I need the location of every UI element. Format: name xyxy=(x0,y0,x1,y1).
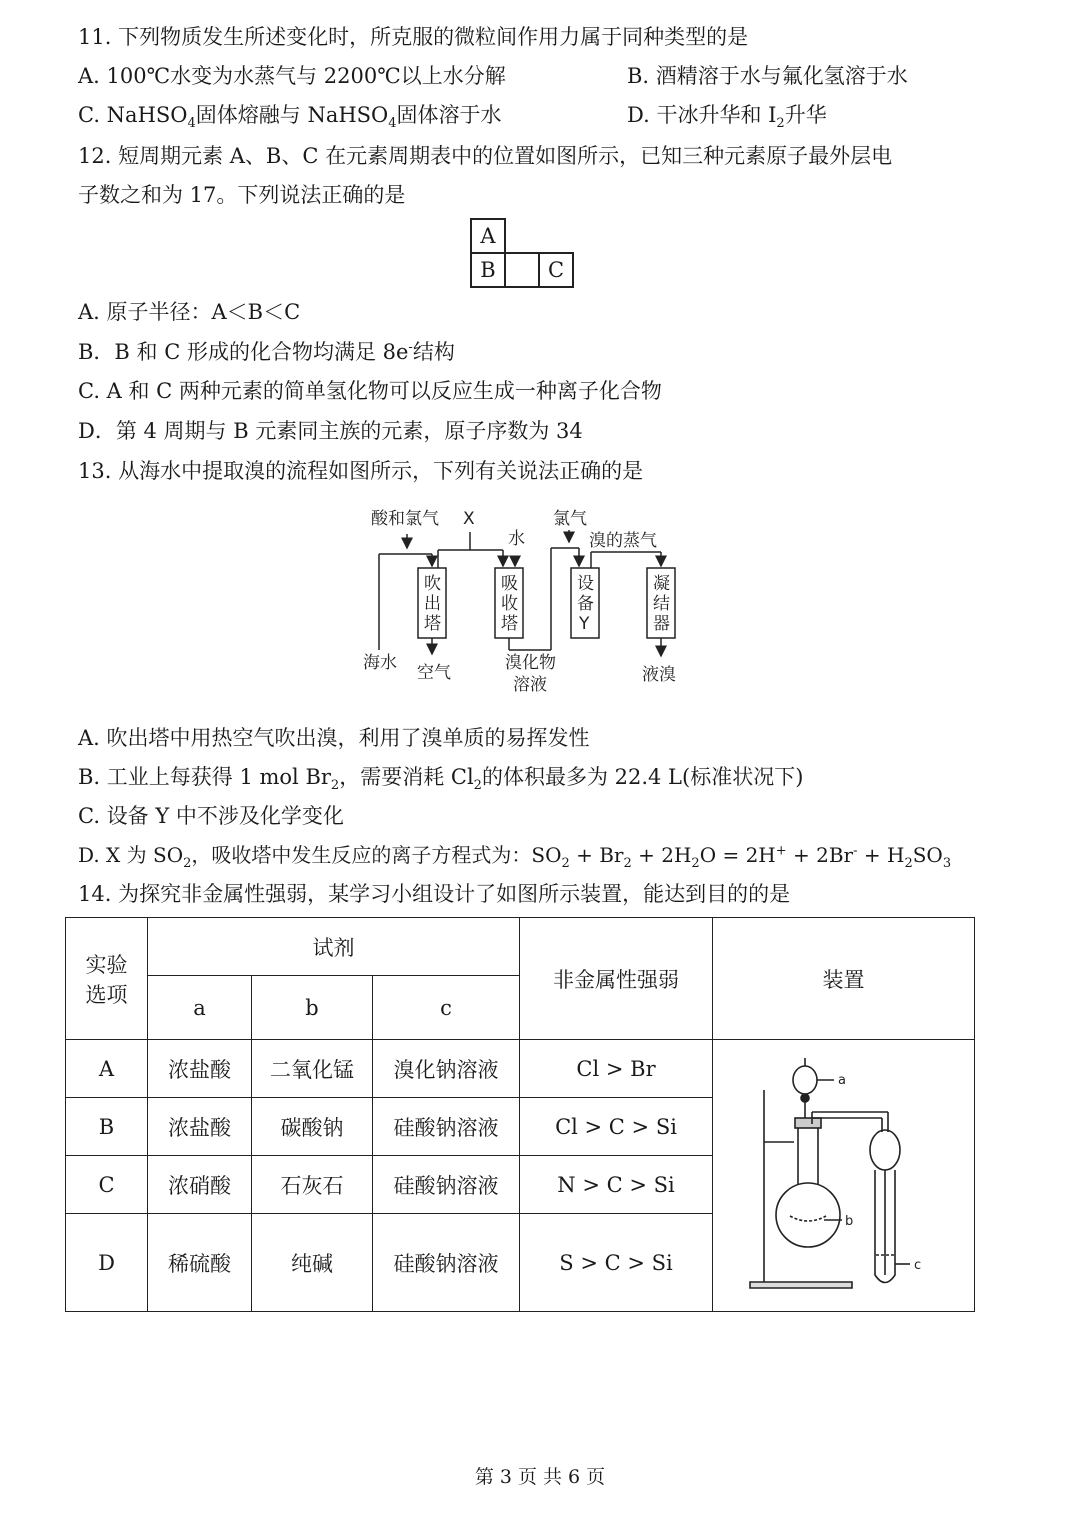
q13-option-c: C. 设备 Y 中不涉及化学变化 xyxy=(78,804,344,828)
q13-option-b: B. 工业上每获得 1 mol $Br_2$，需要消耗 $Cl_2$的体积最多为 22.4 L(标准状况下) xyxy=(78,765,804,794)
label-a: a xyxy=(838,1073,846,1088)
tower1-char: 吹 xyxy=(424,574,441,594)
row-reagent-c: 硅酸钠溶液 xyxy=(373,1098,520,1156)
q11-option-b: B. 酒精溶于水与氟化氢溶于水 xyxy=(627,64,908,88)
funnel-stopcock xyxy=(801,1094,809,1102)
row-reagent-a: 浓盐酸 xyxy=(148,1040,252,1098)
q11-stem: 11. 下列物质发生所述变化时，所克服的微粒间作用力属于同种类型的是 xyxy=(78,25,749,49)
q12-option-c: C. A 和 C 两种元素的简单氢化物可以反应生成一种离子化合物 xyxy=(78,379,662,403)
q13-stem: 13. 从海水中提取溴的流程如图所示，下列有关说法正确的是 xyxy=(78,459,644,483)
row-reagent-c: 硅酸钠溶液 xyxy=(373,1214,520,1312)
label-x: X xyxy=(463,509,475,529)
row-reagent-a: 浓盐酸 xyxy=(148,1098,252,1156)
label-bromide-2: 溶液 xyxy=(513,675,547,695)
header-b: b xyxy=(252,976,373,1040)
label-bromide-1: 溴化物 xyxy=(505,653,556,673)
header-reagent: 试剂 xyxy=(148,918,520,976)
row-reagent-a: 浓硝酸 xyxy=(148,1156,252,1214)
label-seawater: 海水 xyxy=(363,653,397,673)
label-bromine-vapor: 溴的蒸气 xyxy=(589,531,657,551)
q12-stem-line1: 12. 短周期元素 A、B、C 在元素周期表中的位置如图所示，已知三种元素原子最外层电 xyxy=(78,144,893,168)
round-flask xyxy=(776,1183,840,1247)
row-strength: Cl > Br xyxy=(520,1040,713,1098)
row-option: D xyxy=(66,1214,148,1312)
row-reagent-a: 稀硫酸 xyxy=(148,1214,252,1312)
safety-bulb xyxy=(870,1130,900,1170)
label-water: 水 xyxy=(508,529,525,549)
tower2-char: 吸 xyxy=(501,574,518,594)
label-c: c xyxy=(914,1258,922,1273)
q12-option-b: B．B 和 C 形成的化合物均满足 8e-结构 xyxy=(78,340,455,364)
deviceY-char: 备 xyxy=(577,594,594,614)
label-acid-chlorine: 酸和氯气 xyxy=(371,509,439,529)
dropping-funnel xyxy=(793,1066,817,1094)
tower1-char: 出 xyxy=(424,594,441,614)
q11-option-a: A. 100℃水变为水蒸气与 2200℃以上水分解 xyxy=(78,64,506,88)
tower2-char: 收 xyxy=(501,594,518,614)
q13-option-d: D. X 为 $SO_2$，吸收塔中发生反应的离子方程式为：$SO_2 + Br_2 + 2H_2O = 2H^+ + 2Br^- + H_2SO_3$ xyxy=(78,843,952,871)
flask-stopper xyxy=(795,1118,821,1128)
grid-cell-c: C xyxy=(539,253,573,287)
row-option: A xyxy=(66,1040,148,1098)
label-b: b xyxy=(845,1214,854,1229)
page-footer: 第 3 页 共 6 页 xyxy=(474,1466,606,1488)
header-strength: 非金属性强弱 xyxy=(520,918,713,1040)
q14-stem: 14. 为探究非金属性强弱，某学习小组设计了如图所示装置，能达到目的的是 xyxy=(78,882,791,906)
q12-option-a: A. 原子半径：A＜B＜C xyxy=(78,300,301,324)
condenser-char: 器 xyxy=(653,614,670,634)
tower2-char: 塔 xyxy=(501,614,518,634)
header-apparatus: 装置 xyxy=(713,918,975,1040)
row-strength: N > C > Si xyxy=(520,1156,713,1214)
grid-cell-a: A xyxy=(471,219,505,253)
q12-option-d: D．第 4 周期与 B 元素同主族的元素，原子序数为 34 xyxy=(78,419,583,443)
gas-generation-apparatus xyxy=(732,1050,962,1300)
condenser-char: 结 xyxy=(653,594,670,614)
grid-empty xyxy=(539,219,573,253)
label-chlorine: 氯气 xyxy=(553,509,587,529)
q11-option-d: D. 干冰升华和 $I_2$升华 xyxy=(627,103,827,132)
row-reagent-b: 二氧化锰 xyxy=(252,1040,373,1098)
deviceY-char: 设 xyxy=(577,574,594,594)
row-reagent-c: 硅酸钠溶液 xyxy=(373,1156,520,1214)
row-option: B xyxy=(66,1098,148,1156)
condenser-char: 凝 xyxy=(653,574,670,594)
periodic-table-fragment xyxy=(470,218,574,288)
row-option: C xyxy=(66,1156,148,1214)
deviceY-char: Y xyxy=(579,614,590,634)
bromine-extraction-flowchart xyxy=(355,502,685,702)
row-reagent-b: 石灰石 xyxy=(252,1156,373,1214)
row-reagent-b: 纯碱 xyxy=(252,1214,373,1312)
header-option: 实验 选项 xyxy=(66,918,148,1040)
stand-base xyxy=(750,1282,852,1288)
grid-cell-b: B xyxy=(471,253,505,287)
q13-option-a: A. 吹出塔中用热空气吹出溴，利用了溴单质的易挥发性 xyxy=(78,726,590,750)
row-reagent-b: 碳酸钠 xyxy=(252,1098,373,1156)
row-strength: Cl > C > Si xyxy=(520,1098,713,1156)
header-a: a xyxy=(148,976,252,1040)
q11-option-c: C. NaHSO$_4$固体熔融与 NaHSO$_4$固体溶于水 xyxy=(78,103,502,132)
row-strength: S > C > Si xyxy=(520,1214,713,1312)
q12-stem-line2: 子数之和为 17。下列说法正确的是 xyxy=(78,183,406,207)
grid-empty xyxy=(505,219,539,253)
header-c: c xyxy=(373,976,520,1040)
label-air: 空气 xyxy=(417,663,451,683)
row-reagent-c: 溴化钠溶液 xyxy=(373,1040,520,1098)
label-liquid-bromine: 液溴 xyxy=(642,665,676,685)
tower1-char: 塔 xyxy=(424,614,441,634)
grid-cell-blank xyxy=(505,253,539,287)
